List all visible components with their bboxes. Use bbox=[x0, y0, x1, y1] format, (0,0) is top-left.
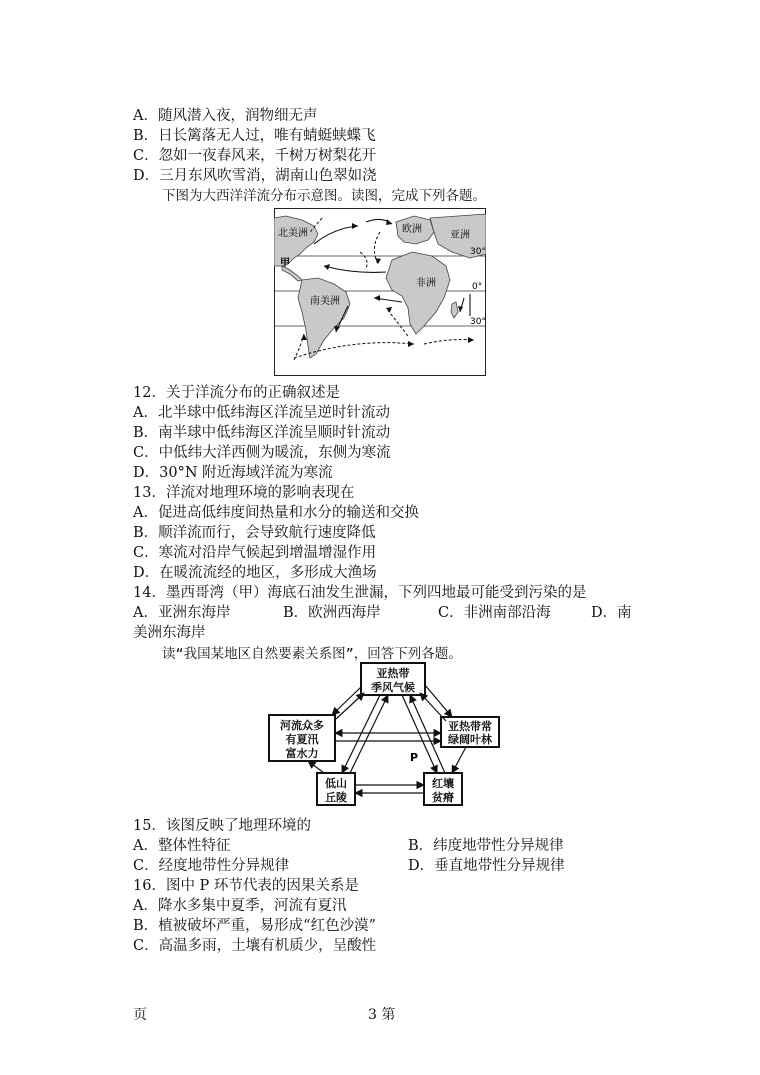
lat-0-label: 0° bbox=[472, 282, 483, 292]
lat-30n-label: 30° bbox=[470, 247, 486, 257]
box-rivers-line2: 有夏汛 bbox=[285, 733, 319, 746]
q11-option-a: A．随风潜入夜，润物细无声 bbox=[133, 108, 318, 124]
q14-continuation: 美洲东海岸 bbox=[133, 625, 206, 641]
lat-30s-label: 30° bbox=[470, 317, 486, 327]
q16-option-a: A．降水多集中夏季，河流有夏汛 bbox=[133, 898, 347, 914]
q13-option-a: A．促进高低纬度间热量和水分的输送和交换 bbox=[133, 505, 419, 521]
q15-option-b: B．纬度地带性分异规律 bbox=[408, 838, 564, 854]
p-label: P bbox=[410, 751, 419, 764]
q14-option-c: C．非洲南部沿海 bbox=[438, 605, 551, 621]
north-america-label: 北美洲 bbox=[278, 228, 308, 239]
q13-option-b: B．顺洋流而行，会导致航行速度降低 bbox=[133, 525, 376, 541]
box-rivers-line1: 河流众多 bbox=[280, 719, 324, 732]
south-america-label: 南美洲 bbox=[310, 296, 340, 307]
q15-option-a: A．整体性特征 bbox=[133, 838, 231, 854]
q11-option-d: D．三月东风吹雪消，湖南山色翠如浇 bbox=[133, 168, 377, 184]
q14-option-d: D．南 bbox=[591, 605, 632, 621]
box-climate-line1: 亚热带 bbox=[376, 667, 410, 680]
q13-stem: 13．洋流对地理环境的影响表现在 bbox=[133, 485, 355, 501]
q12-option-a: A．北半球中低纬海区洋流呈逆时针流动 bbox=[133, 405, 390, 421]
q15-option-d: D．垂直地带性分异规律 bbox=[408, 858, 565, 874]
natural-elements-diagram bbox=[262, 661, 512, 809]
q13-option-d: D．在暖流流经的地区，多形成大渔场 bbox=[133, 565, 377, 581]
q11-option-c: C．忽如一夜春风来，千树万树梨花开 bbox=[133, 148, 377, 164]
q16-option-c: C．高温多雨，土壤有机质少，呈酸性 bbox=[133, 938, 377, 954]
asia-label: 亚洲 bbox=[450, 230, 470, 241]
q16-option-b: B．植被破坏严重，易形成“红色沙漠” bbox=[133, 918, 376, 934]
footer-page-number: 3 第 bbox=[368, 1007, 396, 1023]
q12-option-b: B．南半球中低纬海区洋流呈顺时针流动 bbox=[133, 425, 391, 441]
footer-left: 页 bbox=[133, 1007, 147, 1023]
q13-option-c: C．寒流对沿岸气候起到增温增湿作用 bbox=[133, 545, 377, 561]
q12-option-d: D．30°N 附近海域洋流为寒流 bbox=[133, 465, 333, 481]
box-landform-line1: 低山 bbox=[325, 777, 347, 790]
q11-option-b: B．日长篱落无人过，唯有蜻蜓蛱蝶飞 bbox=[133, 128, 376, 144]
q14-option-b: B．欧洲西海岸 bbox=[283, 605, 381, 621]
q14-stem: 14．墨西哥湾（甲）海底石油发生泄漏，下列四地最可能受到污染的是 bbox=[133, 585, 587, 601]
q14-option-a: A．亚洲东海岸 bbox=[133, 605, 231, 621]
africa-label: 非洲 bbox=[416, 278, 436, 289]
box-rivers-line3: 富水力 bbox=[285, 747, 319, 760]
q12-option-c: C．中低纬大洋西侧为暖流，东侧为寒流 bbox=[133, 445, 391, 461]
box-forest-line2: 绿阔叶林 bbox=[448, 733, 492, 746]
box-soil-line1: 红壤 bbox=[432, 777, 454, 790]
europe-label: 欧洲 bbox=[402, 224, 422, 235]
box-forest-line1: 亚热带常 bbox=[448, 720, 492, 733]
atlantic-current-map bbox=[274, 208, 486, 376]
gulf-mark-label: 甲 bbox=[280, 258, 290, 269]
q15-option-c: C．经度地带性分异规律 bbox=[133, 858, 290, 874]
box-soil-line2: 贫瘠 bbox=[432, 791, 454, 804]
diagram-intro: 读“我国某地区自然要素关系图”，回答下列各题。 bbox=[162, 646, 462, 662]
q12-stem: 12．关于洋流分布的正确叙述是 bbox=[133, 385, 340, 401]
box-landform-line2: 丘陵 bbox=[325, 791, 347, 804]
box-climate-line2: 季风气候 bbox=[371, 681, 415, 694]
map-intro: 下图为大西洋洋流分布示意图。读图，完成下列各题。 bbox=[162, 188, 486, 204]
q15-stem: 15．该图反映了地理环境的 bbox=[133, 818, 311, 834]
q16-stem: 16．图中 P 环节代表的因果关系是 bbox=[133, 878, 359, 894]
